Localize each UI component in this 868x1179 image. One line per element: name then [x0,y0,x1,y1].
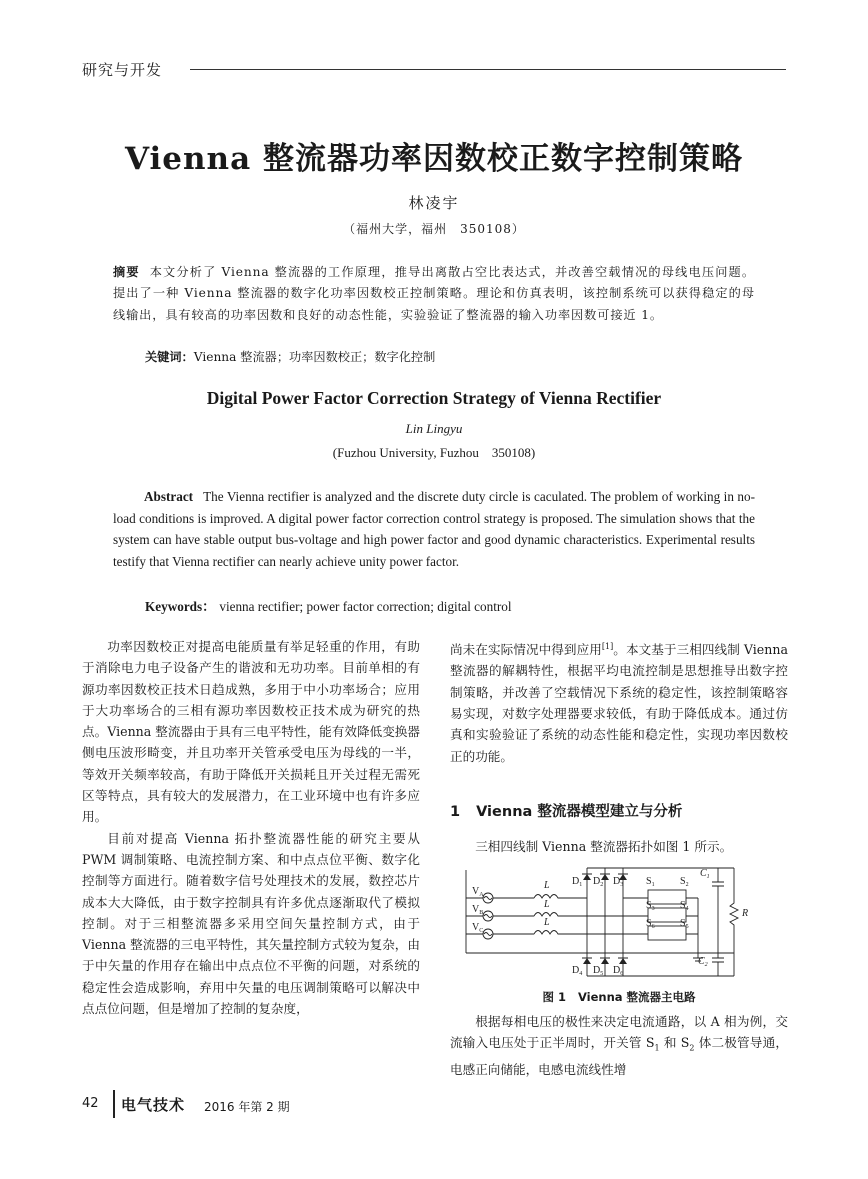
keywords-cn [145,348,435,365]
label-l-a: L [544,880,550,891]
keywords-en-text: vienna rectifier; power factor correction; digital control [219,599,512,614]
ac-source-c [483,929,493,939]
abstract-cn-text: 本文分析了 Vienna 整流器的工作原理，推导出离散占空比表达式，并改善空载情况的母线电压问题。提出了一种 Vienna 整流器的数字化功率因数校正控制策略。理论和仿真表明，该控制系统可以获得稳定的母线输出，具有较高的功率因数和良好的动态性能，实验验证了整流器的输入功率因数可接近 1。 [113,265,755,322]
body-paragraph [450,1011,788,1080]
label-s3: $S_3$ [646,900,655,912]
capacitor-c1 [712,868,724,953]
section-heading [450,800,682,821]
citation-ref: [1] [601,642,614,651]
body-right-column-top [450,636,788,767]
label-s5: $S_5$ [680,918,689,930]
load-resistor [730,868,738,976]
label-r: R [742,908,749,919]
subscript: 2 [689,1043,695,1053]
affiliation-en: (Fuzhou University, Fuzhou 350108) [332,445,536,460]
label-va: $V_A$ [472,886,484,898]
label-s1: $S_1$ [646,876,655,888]
section-number: 1 [450,804,461,820]
label-d3: $D_3$ [613,876,624,888]
label-d1: $D_1$ [572,876,583,888]
keywords-en-label: Keywords： [145,599,216,614]
figure-caption [450,989,788,1005]
body-text: 尚未在实际情况中得到应用 [450,642,602,658]
footer-divider [113,1090,115,1118]
keywords-cn-text: Vienna 整流器；功率因数校正；数字化控制 [193,350,436,364]
abstract-cn-label: 摘要 [113,265,140,279]
body-paragraph [450,636,788,767]
header-rule [190,69,786,70]
abstract-en-label: Abstract [144,489,194,504]
body-text: 。本文基于三相四线制 Vienna 整流器的解耦特性，根据平均电流控制是思想推导出数字控制策略，并改善了空载情况下系统的稳定性，该控制策略容易实现，对数字处理器要求较低，有助于降低成本。通过仿真和实验验证了系统的动态性能和稳定性，实现功率因数校正的功能。 [450,642,788,764]
label-l-c: L [544,917,550,928]
label-d2: $D_2$ [593,876,604,888]
inductor-c [493,931,623,935]
section-intro-text: 三相四线制 Vienna 整流器拓扑如图 1 所示。 [475,839,733,854]
page-number: 42 [82,1096,99,1111]
body-paragraph: 功率因数校正对提高电能质量有举足轻重的作用，有助于消除电力电子设备产生的谐波和无功功率。目前单相的有源功率因数校正技术日趋成熟，多用于中小功率场合；应用于大功率场合的三相有源功率因数校正技术成为研究的热点。Vienna 整流器由于具有三电平特性，能有效降低变换器侧电压波形畸变，并且功率开关管承受电压为母线的一半，等效开关频率较高，有助于降低开关损耗且开关过程无需死区等特点，具有较大的发展潜力，在工业环境中也有许多应用。 [82,639,420,825]
label-d5: $D_5$ [593,965,604,977]
author-cn: 林凌宇 [408,194,460,212]
switch-pairs [648,890,698,953]
keywords-en [145,596,512,615]
body-text: 根据每相电压的极性来决定电流通路，以 A 相为例，交流输入电压处于正半周时，开关管 S [450,1014,788,1051]
label-l-b: L [544,899,550,910]
abstract-en-text: The Vienna rectifier is analyzed and the discrete duty circle is caculated. The problem of working in no-load conditions is improved. A digital power factor correction control strategy is proposed. The simulation shows that the system can have stable output bus-voltage and high power factor and good dynamic characteristics. Experimental results testify that Vienna rectifier can nearly achieve unity power factor. [113,489,755,569]
body-paragraph: 目前对提高 Vienna 拓扑整流器性能的研究主要从 PWM 调制策略、电流控制方案、和中点点位平衡、数字化控制等方面进行。随着数字信号处理技术的发展，数控芯片成本大大降低，由于数字控制具有许多优点逐渐取代了模拟控制。对于三相整流器多采用空间矢量控制方式，由于 Vienna 整流器的三电平特性，其矢量控制方式较为复杂，由于中矢量的作用存在输出中点点位不平衡的问题，对系统的稳定性会造成影响，弃用中矢量的电压调制策略可以解决中点点位问题，但是增加了控制的复杂度， [82,830,420,1017]
label-d6: $D_6$ [613,965,624,977]
label-c1: $C_1$ [700,868,710,880]
label-vb: $V_B$ [472,904,484,916]
abstract-en [113,486,755,572]
label-vc: $V_C$ [472,922,484,934]
body-right-column-bottom [450,1011,788,1080]
subscript: 1 [654,1043,660,1053]
body-text: 体二极管导通，电感正向储能，电感电流线性增 [450,1035,788,1078]
issue-info: 2016 年第 2 期 [204,1100,290,1114]
journal-name: 电气技术 [121,1096,186,1114]
label-s4: $S_4$ [680,900,689,912]
section-label: 研究与开发 [82,61,163,79]
inductor-b [493,913,605,917]
figure-caption-text: Vienna 整流器主电路 [577,990,696,1004]
affiliation-cn: （福州大学，福州 350108） [343,222,525,236]
body-text: 和 S [659,1035,690,1051]
vienna-rectifier-circuit-diagram [462,858,772,984]
inductor-a [493,895,587,899]
abstract-cn [113,262,755,326]
paper-title-en: Digital Power Factor Correction Strategy of Vienna Rectifier [206,388,662,408]
ac-source-b [483,911,493,921]
figure-number: 图 1 [542,990,566,1004]
body-left-column [82,636,420,1019]
capacitor-c2 [712,953,724,976]
label-s2: $S_2$ [680,876,689,888]
author-en: Lin Lingyu [405,421,463,436]
paper-title-cn: Vienna 整流器功率因数校正数字控制策略 [125,141,743,177]
section-title: Vienna 整流器模型建立与分析 [476,804,683,820]
label-d4: $D_4$ [572,965,583,977]
label-s6: $S_6$ [646,918,655,930]
keywords-cn-label: 关键词： [145,350,194,364]
label-c2: $C_2$ [698,956,708,968]
ac-source-a [483,893,493,903]
